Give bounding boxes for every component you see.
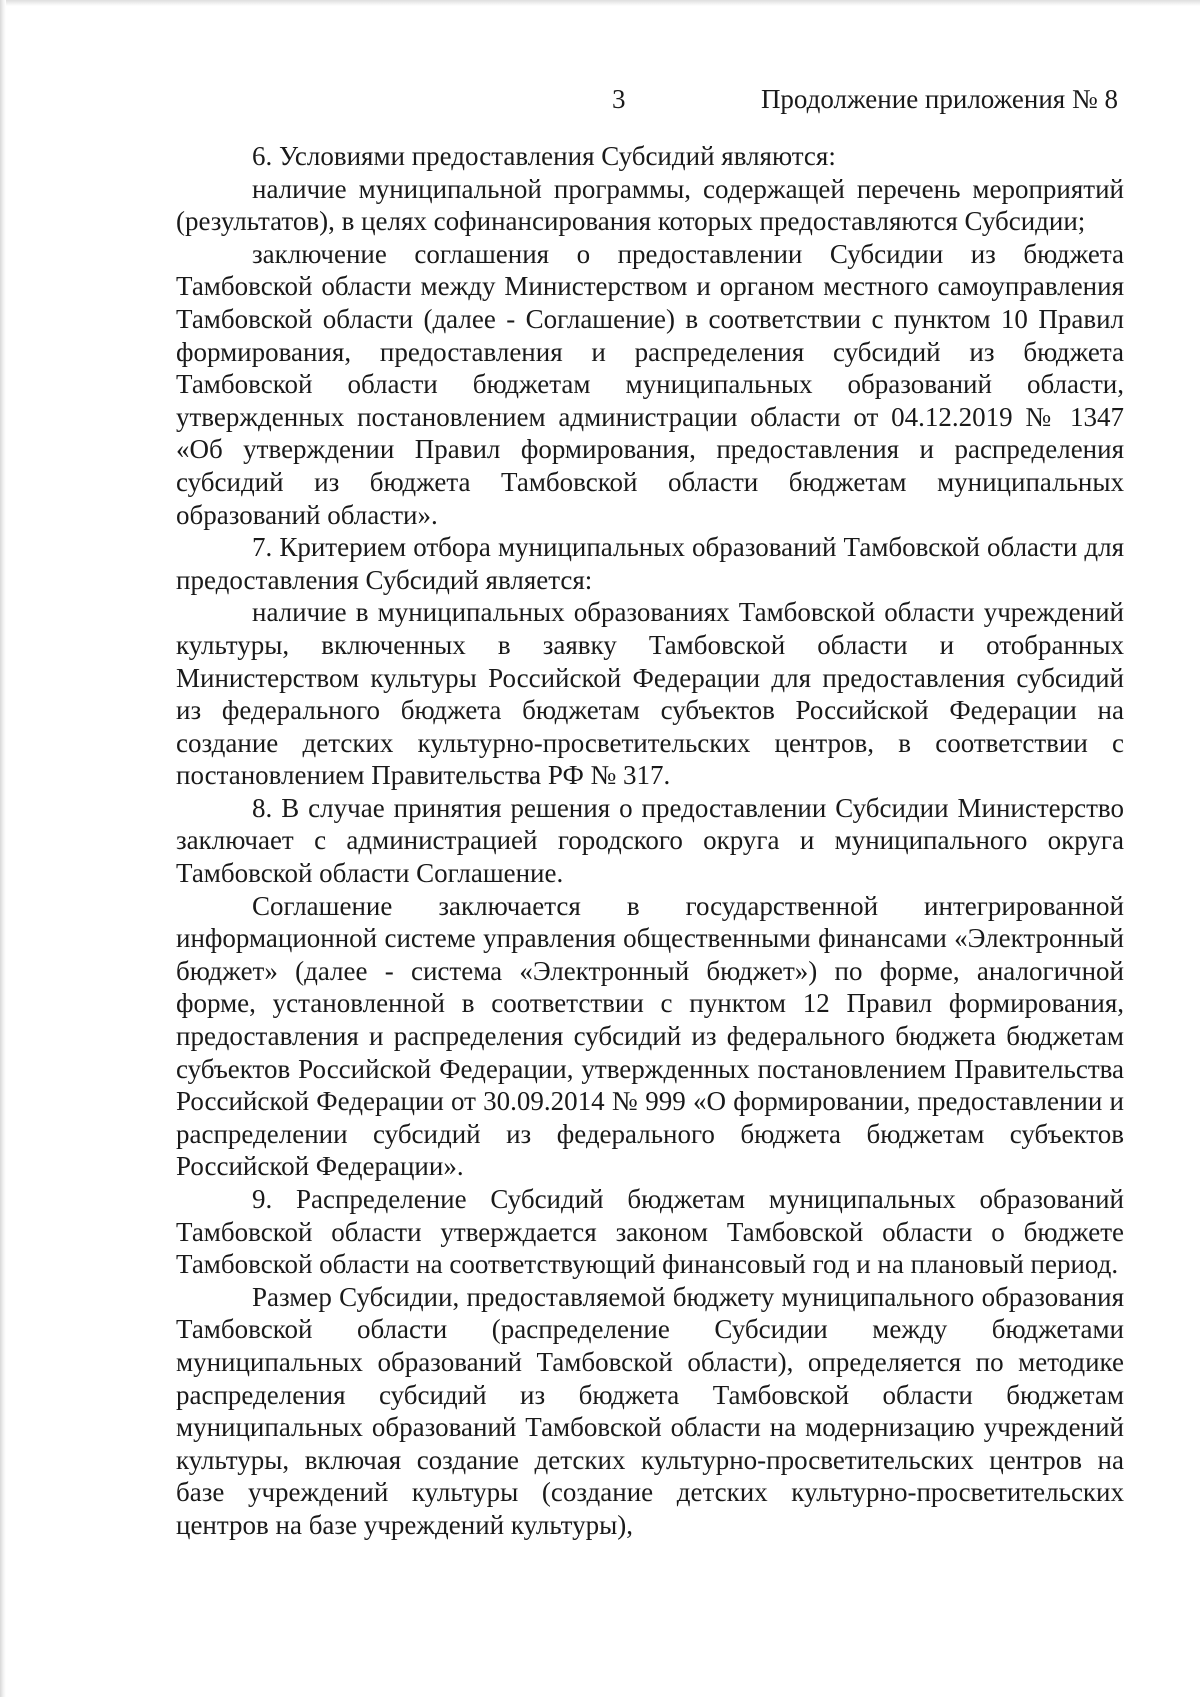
paragraph-subsidy-size: Размер Субсидии, предоставляемой бюджету муниципального образования Тамбовской области (распределение Субсидии между бюджетами муниципальных образований Тамбовской области), определяется по методике распределения субсидий из бюджета Тамбовской области бюджетам муниципальных образований Тамбовской области на модернизацию учреждений культуры, включая создание детских культурно-просветительских центров на базе учреждений культуры (создание детских культурно-просветительских центров на базе учреждений культуры), (176, 1281, 1124, 1540)
paragraph-criterion-institutions: наличие в муниципальных образованиях Тамбовской области учреждений культуры, включенных в заявку Тамбовской области и отобранных Министерством культуры Российской Федерации для предоставления субсидий из федерального бюджета бюджетам субъектов Российской Федерации на создание детских культурно-просветительских центров, в соответствии с постановлением Правительства РФ № 317. (176, 597, 1124, 791)
scan-edge-left (0, 0, 6, 1697)
appendix-continuation-label: Продолжение приложения № 8 (760, 84, 1118, 114)
paragraph-electronic-budget: Соглашение заключается в государственной интегрированной информационной системе управления общественными финансами «Электронный бюджет» (далее - система «Электронный бюджет») по форме, аналогичной форме, установленной в соответствии с пунктом 12 Правил формирования, предоставления и распределения субсидий из федерального бюджета бюджетам субъектов Российской Федерации, утвержденных постановлением Правительства Российской Федерации от 30.09.2014 № 999 «О формировании, предоставлении и распределении субсидий из федерального бюджета бюджетам субъектов Российской Федерации». (176, 890, 1124, 1182)
paragraph-distribution-law: 9. Распределение Субсидий бюджетам муниципальных образований Тамбовской области утверждается законом Тамбовской области о бюджете Тамбовской области на соответствующий финансовый год и на плановый период. (176, 1184, 1124, 1280)
paragraph-conditions-heading: 6. Условиями предоставления Субсидий являются: (252, 141, 836, 171)
document-body (176, 140, 1124, 1542)
page-header (0, 84, 1200, 124)
page-number: 3 (612, 84, 626, 114)
paragraph-decision-agreement: 8. В случае принятия решения о предоставлении Субсидии Министерство заключает с администрацией городского округа и муниципального округа Тамбовской области Соглашение. (176, 792, 1124, 889)
paragraph-condition-program: наличие муниципальной программы, содержащей перечень мероприятий (результатов), в целях софинансирования которых предоставляются Субсидии; (176, 173, 1124, 237)
paragraph-condition-agreement: заключение соглашения о предоставлении Субсидии из бюджета Тамбовской области между Министерством и органом местного самоуправления Тамбовской области (далее - Соглашение) в соответствии с пунктом 10 Правил формирования, предоставления и распределения субсидий из бюджета Тамбовской области бюджетам муниципальных образований области, утвержденных постановлением администрации области от 04.12.2019 № 1347 «Об утверждении Правил формирования, предоставления и распределения субсидий из бюджета Тамбовской области бюджетам муниципальных образований области». (176, 238, 1124, 530)
scan-edge-top (0, 0, 1200, 6)
paragraph-criterion-heading: 7. Критерием отбора муниципальных образований Тамбовской области для предоставления Субсидий является: (176, 532, 1124, 595)
